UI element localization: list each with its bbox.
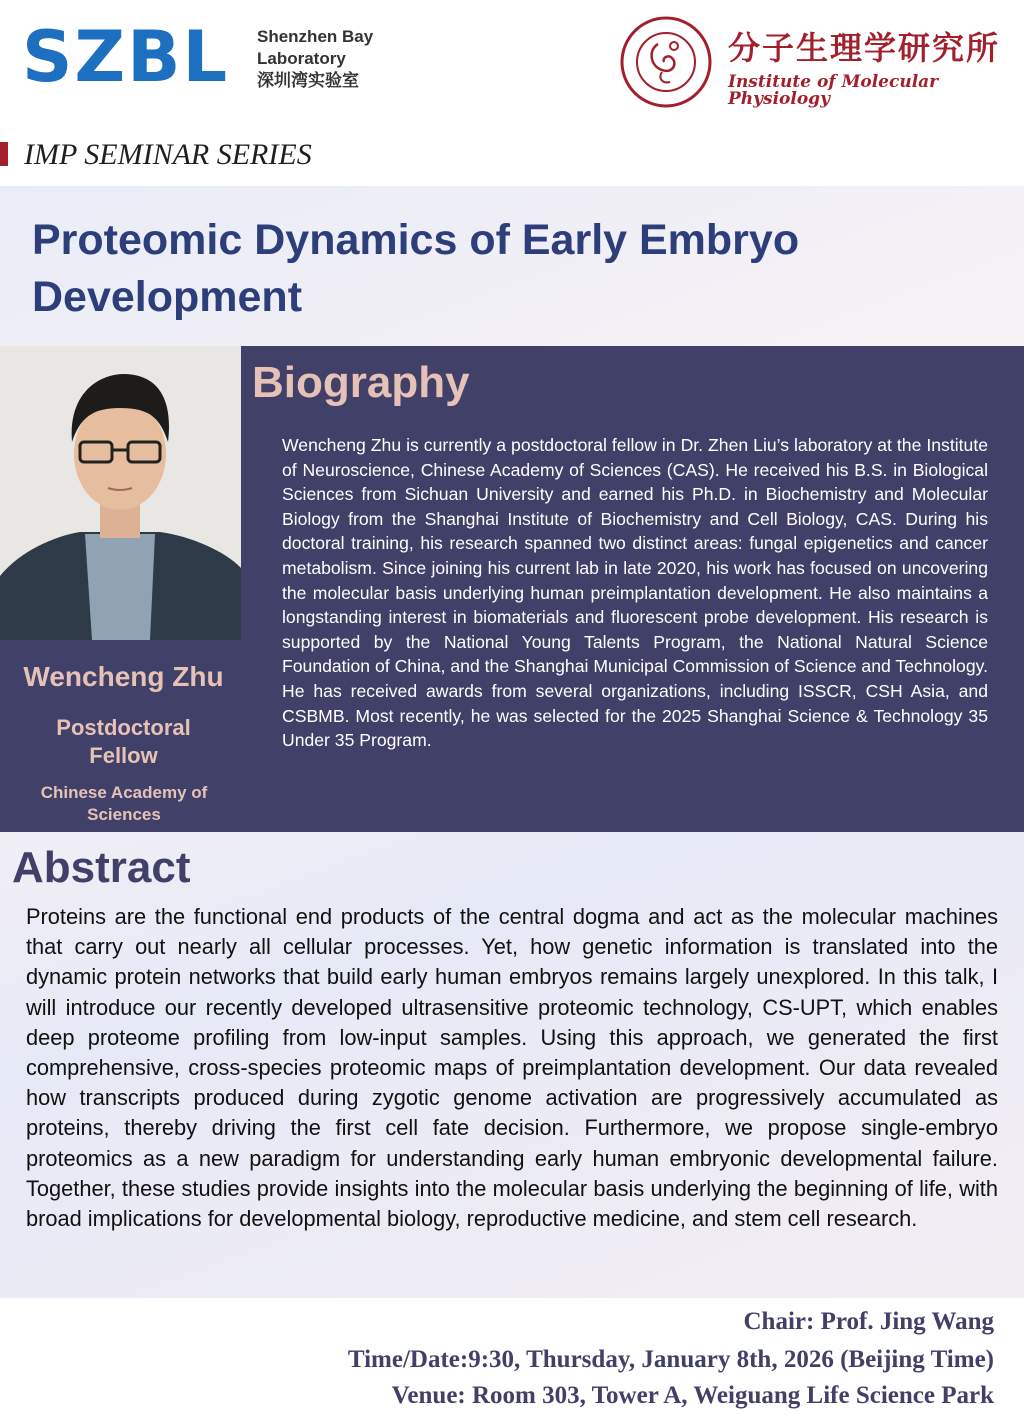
biography-text: Wencheng Zhu is currently a postdoctoral fellow in Dr. Zhen Liu’s laboratory at the Institute of Neuroscience, Chinese Academy of Sciences (CAS). He received his B.S. in Biological Sciences from Sichuan University and earned his Ph.D. in Biochemistry and Molecular Biology from the Shanghai Institute of Biochemistry and Cell Biology, CAS. During his doctoral training, his research spanned two distinct areas: fungal epigenetics and cancer metabolism. Since joining his current lab in late 2020, his work has focused on uncovering the molecular basis underlying human preimplantation development. He also maintains a longstanding interest in biomaterials and fluorescent probe development. His research is supported by the National Young Talents Program, the National Natural Science Foundation of China, and the Shanghai Municipal Commission of Science and Technology. He has received awards from several organizations, including ISSCR, CSH Asia, and CSBMB. Most recently, he was selected for the 2025 Shanghai Science & Technology 35 Under 35 Program. — [282, 435, 988, 751]
biography-heading: Biography — [252, 358, 470, 407]
speaker-title-line1: Postdoctoral — [56, 715, 191, 740]
szbl-name-en-line1: Shenzhen Bay — [257, 27, 374, 46]
series-accent-bar — [0, 142, 8, 166]
imp-name-cn: 分子生理学研究所 — [728, 29, 1001, 67]
speaker-title-line2: Fellow — [89, 743, 158, 768]
speaker-org-line2: Sciences — [87, 805, 161, 824]
abstract-text: Proteins are the functional end products of the central dogma and act as the molecular machines that carry out nearly all cellular processes. Yet, how genetic information is translated into the dynamic protein networks that build early human embryos remains largely unexplored. In this talk, I will introduce our recently developed ultrasensitive proteomic technology, CS-UPT, which enables deep proteome profiling from low-input samples. Using this approach, we generated the first comprehensive, cross-species proteomic maps of preimplantation development. Our data revealed how transcripts produced during zygotic genome activation are progressively accumulated as proteins, thereby driving the first cell fate decision. Furthermore, we propose single-embryo proteomics as a new paradigm for understanding early human embryonic developmental failure. Together, these studies provide insights into the molecular basis underlying the beginning of life, with broad implications for developmental biology, reproductive medicine, and stem cell research. — [26, 904, 998, 1232]
szbl-name — [257, 26, 373, 92]
abstract-heading: Abstract — [12, 843, 191, 892]
speaker-name: Wencheng Zhu — [23, 661, 224, 692]
imp-name-en: Institute of Molecular Physiology — [728, 72, 939, 109]
event-time: Time/Date:9:30, Thursday, January 8th, 2026 (Beijing Time) — [347, 1346, 994, 1373]
speaker-affiliation — [20, 782, 228, 826]
szbl-logo: SZBL — [22, 16, 230, 98]
szbl-name-cn: 深圳湾实验室 — [257, 71, 359, 90]
imp-seal-icon — [618, 16, 714, 108]
seminar-series-label: IMP SEMINAR SERIES — [24, 138, 312, 171]
talk-title: Proteomic Dynamics of Early Embryo Development — [32, 216, 800, 321]
speaker-photo — [0, 346, 241, 640]
szbl-name-en-line2: Laboratory — [257, 49, 346, 68]
event-venue: Venue: Room 303, Tower A, Weiguang Life Science Park — [391, 1382, 994, 1409]
speaker-org-line1: Chinese Academy of — [40, 783, 208, 802]
event-chair: Chair: Prof. Jing Wang — [743, 1308, 994, 1335]
speaker-title — [0, 714, 247, 770]
